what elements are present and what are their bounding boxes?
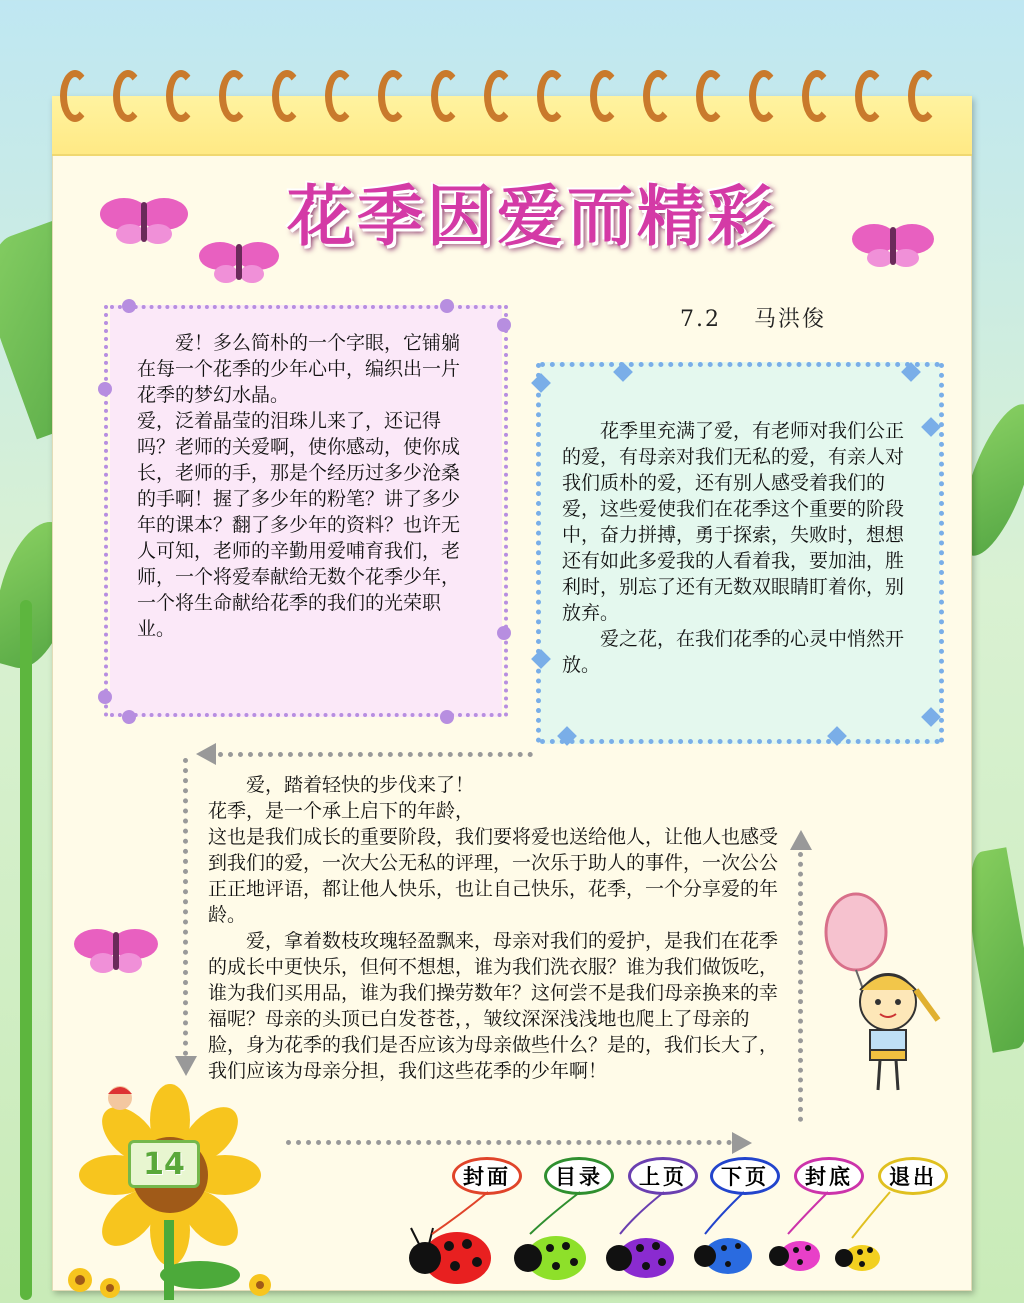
left-box-text: 爱！多么简朴的一个字眼，它铺躺在每一个花季的少年心中，编织出一片花季的梦幻水晶。 爱，泛着晶莹的泪珠儿来了，还记得吗？老师的关爱啊，使你感动，使你成长，老师的手，那是个经历过多少沧桑的手啊！握了多少年的粉笔？讲了多少年的课本？翻了多少年的资料？也许无人可知，老师的辛勤用爱哺育我们，老师，一个将爱奉献给无数个花季少年，一个将生命献给花季的我们的光荣职业。 <box>137 332 461 640</box>
spiral-ring <box>431 70 461 122</box>
spiral-ring <box>113 70 143 122</box>
arrow-right-icon <box>732 1132 752 1154</box>
spiral-ring <box>166 70 196 122</box>
previous-page-button-label: 上页 <box>639 1165 687 1189</box>
exit-button-label: 退出 <box>889 1165 937 1189</box>
background-stem <box>20 600 32 1300</box>
spiral-ring <box>802 70 832 122</box>
cover-button-label: 封面 <box>463 1165 511 1189</box>
arrow-left-icon <box>196 743 216 765</box>
box-corner-dot <box>122 710 136 724</box>
back-cover-button-label: 封底 <box>805 1165 853 1189</box>
page-number: 14 <box>143 1146 185 1182</box>
spiral-ring <box>378 70 408 122</box>
box-corner-dot <box>440 710 454 724</box>
page-title: 花季因爱而精彩 <box>287 177 777 255</box>
box-corner-dot <box>440 299 454 313</box>
dotted-line <box>286 1140 732 1145</box>
ladybug-yellow-icon[interactable] <box>832 1238 884 1276</box>
spiral-ring <box>643 70 673 122</box>
sunflower-illustration <box>60 1080 280 1300</box>
dotted-line <box>183 758 188 1056</box>
box-corner-dot <box>98 690 112 704</box>
nav-connector-lines <box>420 1190 900 1240</box>
spiral-ring <box>749 70 779 122</box>
butterfly-icon <box>848 218 938 272</box>
contents-button-label: 目录 <box>555 1165 603 1189</box>
box-corner-dot <box>497 318 511 332</box>
bottom-text: 爱，踏着轻快的步伐来了！ 花季，是一个承上启下的年龄， 这也是我们成长的重要阶段，我们要将爱也送给他人，让他人也感受到我们的爱，一次大公无私的评理，一次乐于助人的事件，一次公公正正地评语，都让他人快乐，也让自己快乐，花季，一个分享爱的年龄。 爱，拿着数枝玫瑰轻盈飘来，母亲对我们的爱护，是我们在花季的成长中更快乐，但何不想想，谁为我们洗衣服？谁为我们做饭吃，谁为我们买用品，谁为我们操劳数年？这何尝不是我们母亲换来的幸福呢？母亲的头顶已白发苍苍，，皱纹深深浅浅地也爬上了母亲的脸，身为花季的我们是否应该为母亲做些什么？是的，我们长大了，我们应该为母亲分担，我们这些花季的少年啊！ <box>208 774 779 1082</box>
page-number-badge <box>128 1140 200 1188</box>
arrow-up-icon <box>790 830 812 850</box>
butterfly-icon <box>96 192 192 248</box>
dotted-line <box>218 752 533 757</box>
spiral-ring <box>219 70 249 122</box>
spiral-ring <box>590 70 620 122</box>
spiral-ring <box>537 70 567 122</box>
spiral-ring <box>908 70 938 122</box>
box-corner-dot <box>497 626 511 640</box>
spiral-ring <box>855 70 885 122</box>
next-page-button-label: 下页 <box>721 1165 769 1189</box>
spiral-ring <box>484 70 514 122</box>
butterfly-icon <box>196 236 282 288</box>
butterfly-icon <box>70 922 162 978</box>
spiral-ring <box>60 70 90 122</box>
girl-with-balloon-illustration <box>818 890 948 1100</box>
right-box-text: 花季里充满了爱，有老师对我们公正的爱，有母亲对我们无私的爱，有亲人对我们质朴的爱，还有别人感受着我们的爱，这些爱使我们在花季这个重要的阶段中，奋力拼搏，勇于探索，失败时，想想还有如此多爱我的人看着我，要加油，胜利时，别忘了还有无数双眼睛盯着你，别放弃。 爱之花，在我们花季的心灵中悄然开放。 <box>562 420 905 676</box>
spiral-ring <box>272 70 302 122</box>
author-line: 7.2 马洪俊 <box>680 307 826 332</box>
box-corner-dot <box>122 299 136 313</box>
box-corner-dot <box>98 382 112 396</box>
spiral-ring <box>696 70 726 122</box>
spiral-ring <box>325 70 355 122</box>
arrow-down-icon <box>175 1056 197 1076</box>
ladybug-pink-icon[interactable] <box>766 1234 824 1276</box>
spiral-rings <box>60 70 960 130</box>
title-banner <box>222 160 842 260</box>
dotted-line <box>798 852 803 1122</box>
